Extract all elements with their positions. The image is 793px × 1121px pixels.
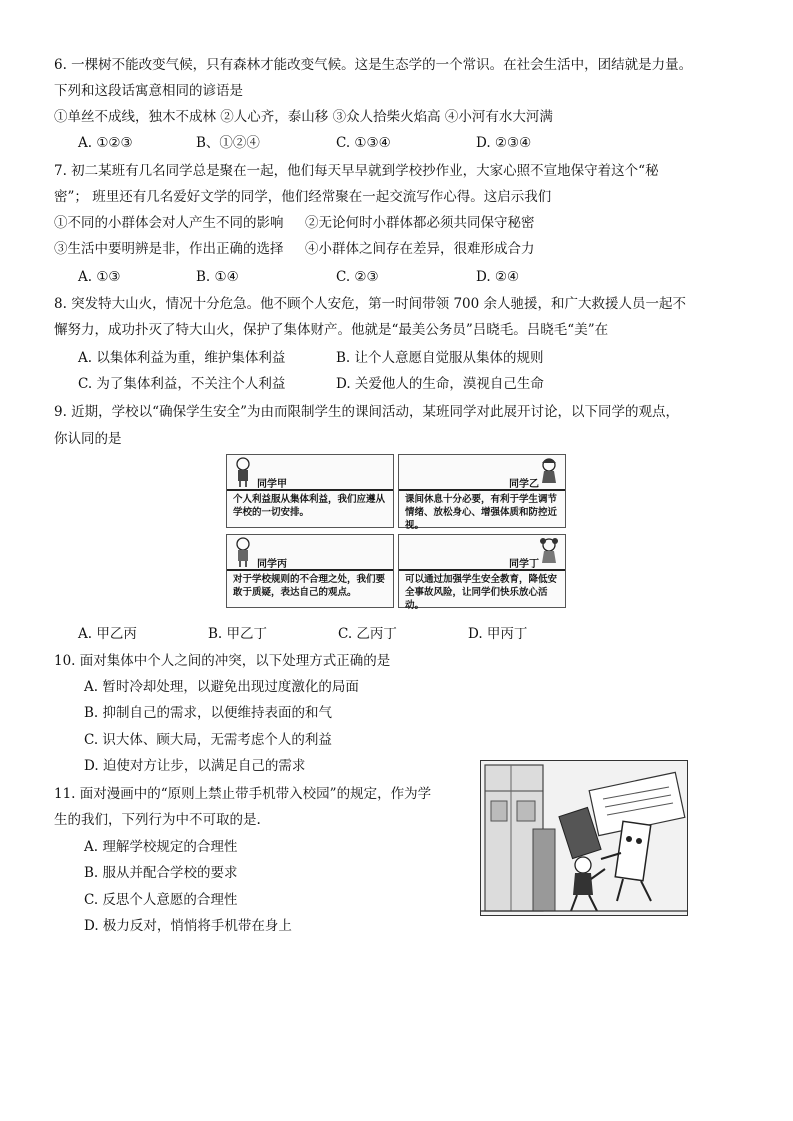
student-ding-icon <box>539 537 559 567</box>
q7-option-a[interactable]: A. ①③ <box>78 269 121 285</box>
q9-panel-yi-name: 同学乙 <box>509 479 539 490</box>
q7-statements-3-4: ③生活中要明辨是非，作出正确的选择 ④小群体之间存在差异，很难形成合力 <box>54 241 535 257</box>
q11-option-c[interactable]: C. 反思个人意愿的合理性 <box>84 892 238 908</box>
q6-stem-line1: 6. 一棵树不能改变气候，只有森林才能改变气候。这是生态学的一个常识。在社会生活中，团结就是力量。 <box>54 57 693 73</box>
q9-panel-bing-name: 同学丙 <box>257 559 287 570</box>
q10-option-a[interactable]: A. 暂时冷却处理，以避免出现过度激化的局面 <box>84 679 359 695</box>
q8-option-d[interactable]: D. 关爱他人的生命，漠视自己生命 <box>336 376 544 392</box>
q9-option-c[interactable]: C. 乙丙丁 <box>338 626 397 642</box>
q11-stem-line2: 生的我们，下列行为中不可取的是. <box>54 812 261 828</box>
student-jia-icon <box>233 457 253 487</box>
q10-stem: 10. 面对集体中个人之间的冲突，以下处理方式正确的是 <box>54 653 391 669</box>
q11-stem-line1: 11. 面对漫画中的“原则上禁止带手机带入校园”的规定，作为学 <box>54 786 432 802</box>
q10-option-d[interactable]: D. 迫使对方让步，以满足自己的需求 <box>84 758 306 774</box>
q8-stem-line2: 懈努力，成功扑灭了特大山火，保护了集体财产。他就是“最美公务员”吕晓毛。吕晓毛“美”在 <box>54 322 609 338</box>
q7-statements-1-2: ①不同的小群体会对人产生不同的影响 ②无论何时小群体都必须共同保守秘密 <box>54 215 535 231</box>
q9-stem-line1: 9. 近期，学校以“确保学生安全”为由而限制学生的课间活动，某班同学对此展开讨论，以下同学的观点， <box>54 404 679 420</box>
q9-panel-yi <box>398 454 566 531</box>
q6-option-a[interactable]: A. ①②③ <box>78 135 133 151</box>
student-yi-icon <box>539 457 559 487</box>
q6-option-d[interactable]: D. ②③④ <box>476 135 532 151</box>
q8-option-b[interactable]: B. 让个人意愿自觉服从集体的规则 <box>336 350 544 366</box>
q6-stem-line2: 下列和这段话寓意相同的谚语是 <box>54 83 243 99</box>
q6-proverbs: ①单丝不成线，独木不成林 ②人心齐，泰山移 ③众人拾柴火焰高 ④小河有水大河满 <box>54 109 553 125</box>
q9-panel-ding-name: 同学丁 <box>509 559 539 570</box>
q9-panel-bing <box>226 534 394 608</box>
q7-option-b[interactable]: B. ①④ <box>196 269 239 285</box>
q9-option-d[interactable]: D. 甲丙丁 <box>468 626 528 642</box>
q7-options <box>78 268 519 286</box>
cartoon-illustration <box>481 761 687 915</box>
q9-options <box>78 625 527 643</box>
q7-option-c[interactable]: C. ②③ <box>336 269 379 285</box>
q9-stem-line2: 你认同的是 <box>54 431 122 447</box>
q10-option-b[interactable]: B. 抑制自己的需求，以便维持表面的和气 <box>84 705 333 721</box>
q7-stem-line1: 7. 初二某班有几名同学总是聚在一起，他们每天早早就到学校抄作业，大家心照不宣地保守着这个“秘 <box>54 163 659 179</box>
q6-option-c[interactable]: C. ①③④ <box>336 135 391 151</box>
q8-option-c[interactable]: C. 为了集体利益，不关注个人利益 <box>78 376 286 392</box>
q7-option-d[interactable]: D. ②④ <box>476 269 520 285</box>
q9-option-a[interactable]: A. 甲乙丙 <box>78 626 137 642</box>
q11-option-b[interactable]: B. 服从并配合学校的要求 <box>84 865 238 881</box>
q9-panel-jia <box>226 454 394 528</box>
q11-option-a[interactable]: A. 理解学校规定的合理性 <box>84 839 238 855</box>
phone-ban-cartoon <box>480 760 688 916</box>
q9-panel-yi-text: 课间休息十分必要，有利于学生调节情绪、放松身心、增强体质和防控近视。 <box>405 494 558 531</box>
q11-option-d[interactable]: D. 极力反对，悄悄将手机带在身上 <box>84 918 292 934</box>
q9-option-b[interactable]: B. 甲乙丁 <box>208 626 268 642</box>
q6-option-b[interactable]: B、①②④ <box>196 135 260 151</box>
q8-options-row1 <box>78 349 544 367</box>
q7-stem-line2: 密”； 班里还有几名爱好文学的同学，他们经常聚在一起交流写作心得。这启示我们 <box>54 189 552 205</box>
q9-panel-ding <box>398 534 566 611</box>
q10-option-c[interactable]: C. 识大体、顾大局，无需考虑个人的利益 <box>84 732 332 748</box>
q9-panel-bing-text: 对于学校规则的不合理之处，我们要敢于质疑，表达自己的观点。 <box>233 574 386 598</box>
q6-options <box>78 134 531 152</box>
q9-panel-ding-text: 可以通过加强学生安全教育，降低安全事故风险，让同学们快乐放心活动。 <box>405 574 558 611</box>
q8-stem-line1: 8. 突发特大山火，情况十分危急。他不顾个人安危，第一时间带领 700 余人驰援，和广大救援人员一起不 <box>54 296 687 312</box>
q9-panel-jia-text: 个人利益服从集体利益，我们应遵从学校的一切安排。 <box>233 494 386 518</box>
q9-panel-jia-name: 同学甲 <box>257 479 287 490</box>
q8-options-row2 <box>78 375 544 393</box>
q8-option-a[interactable]: A. 以集体利益为重，维护集体利益 <box>78 350 286 366</box>
student-bing-icon <box>233 537 253 567</box>
